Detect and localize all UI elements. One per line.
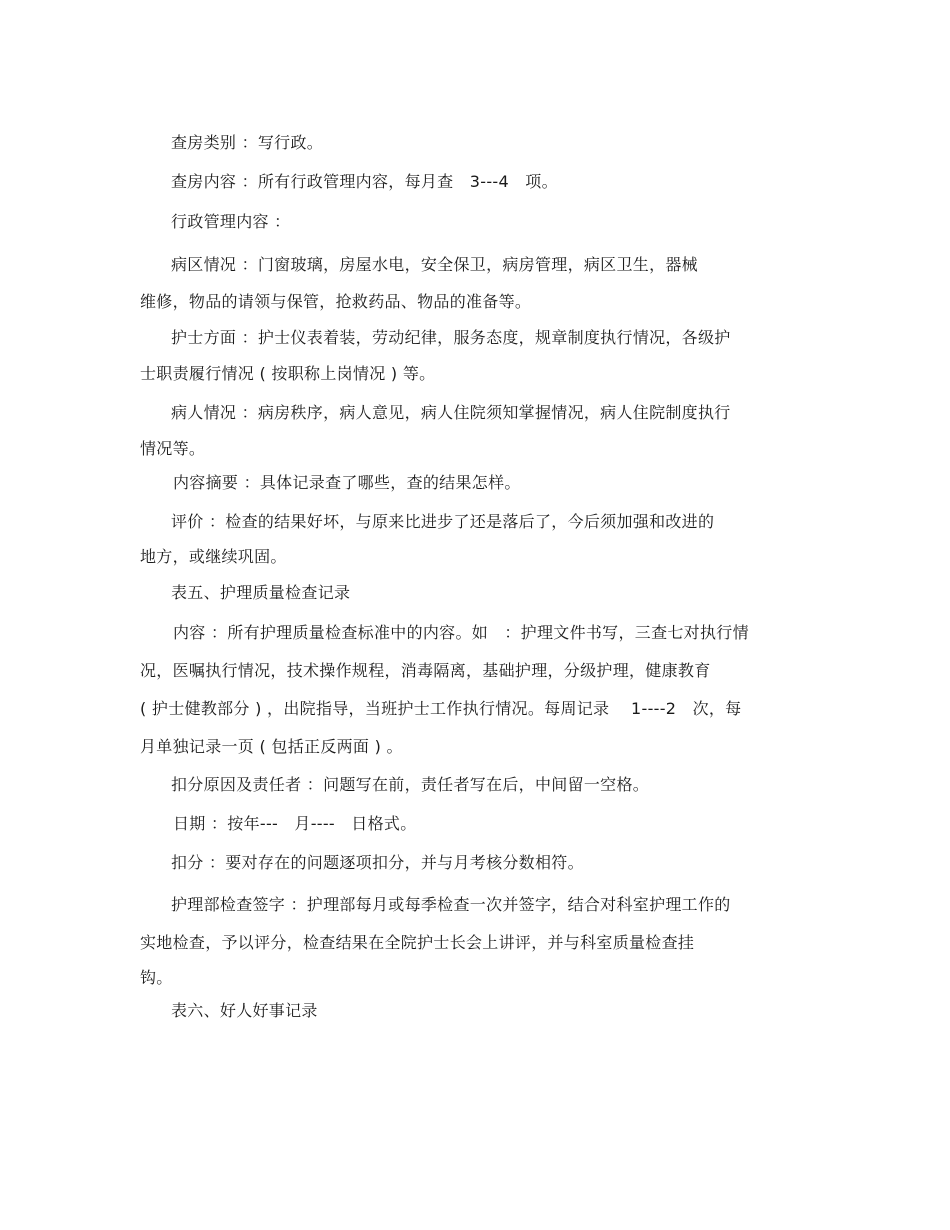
paragraph-quality-content-cont3: 月单独记录一页 ( 包括正反两面 ) 。 (140, 737, 403, 756)
paragraph-nursing-dept-signature-cont2: 钩。 (140, 968, 173, 987)
paragraph-quality-content-cont2: ( 护士健教部分 ) ，出院指导，当班护士工作执行情况。每周记录 1----2 次，每 (140, 699, 742, 718)
paragraph-ward-condition: 病区情况 ：门窗玻璃，房屋水电，安全保卫，病房管理，病区卫生，器械 (171, 255, 698, 274)
paragraph-deduction: 扣分 ：要对存在的问题逐项扣分，并与月考核分数相符。 (171, 853, 584, 872)
heading-table-five: 表五、护理质量检查记录 (171, 583, 351, 602)
paragraph-ward-condition-cont: 维修，物品的请领与保管，抢救药品、物品的准备等。 (140, 292, 532, 311)
paragraph-evaluation: 评价 ：检查的结果好坏，与原来比进步了还是落后了，今后须加强和改进的 (171, 512, 715, 531)
paragraph-nursing-dept-signature-cont1: 实地检查，予以评分，检查结果在全院护士长会上讲评，并与科室质量检查挂 (140, 933, 695, 952)
paragraph-deduction-reason: 扣分原因及责任者 ：问题写在前，责任者写在后，中间留一空格。 (171, 775, 650, 794)
paragraph-quality-content-cont1: 况，医嘱执行情况，技术操作规程，消毒隔离，基础护理，分级护理，健康教育 (140, 661, 711, 680)
paragraph-admin-content-heading: 行政管理内容 ： (171, 212, 291, 231)
paragraph-quality-content: 内容 ：所有护理质量检查标准中的内容。如 ：护理文件书写，三查七对执行情 (173, 623, 749, 642)
paragraph-evaluation-cont: 地方，或继续巩固。 (140, 547, 287, 566)
paragraph-ward-round-category: 查房类别 ：写行政。 (171, 133, 324, 152)
paragraph-date-format: 日期 ：按年--- 月---- 日格式。 (173, 814, 417, 833)
paragraph-ward-round-content: 查房内容 ：所有行政管理内容，每月查 3---4 项。 (171, 172, 558, 191)
paragraph-nurse-aspect: 护士方面 ：护士仪表着装，劳动纪律，服务态度，规章制度执行情况，各级护 (171, 328, 731, 347)
paragraph-content-summary: 内容摘要 ：具体记录查了哪些，查的结果怎样。 (173, 473, 521, 492)
paragraph-patient-condition-cont: 情况等。 (140, 439, 206, 458)
paragraph-nurse-aspect-cont: 士职责履行情况 ( 按职称上岗情况 ) 等。 (140, 364, 436, 383)
heading-table-six: 表六、好人好事记录 (171, 1001, 318, 1020)
paragraph-patient-condition: 病人情况 ：病房秩序，病人意见，病人住院须知掌握情况，病人住院制度执行 (171, 403, 731, 422)
paragraph-nursing-dept-signature: 护理部检查签字 ：护理部每月或每季检查一次并签字，结合对科室护理工作的 (171, 895, 731, 914)
